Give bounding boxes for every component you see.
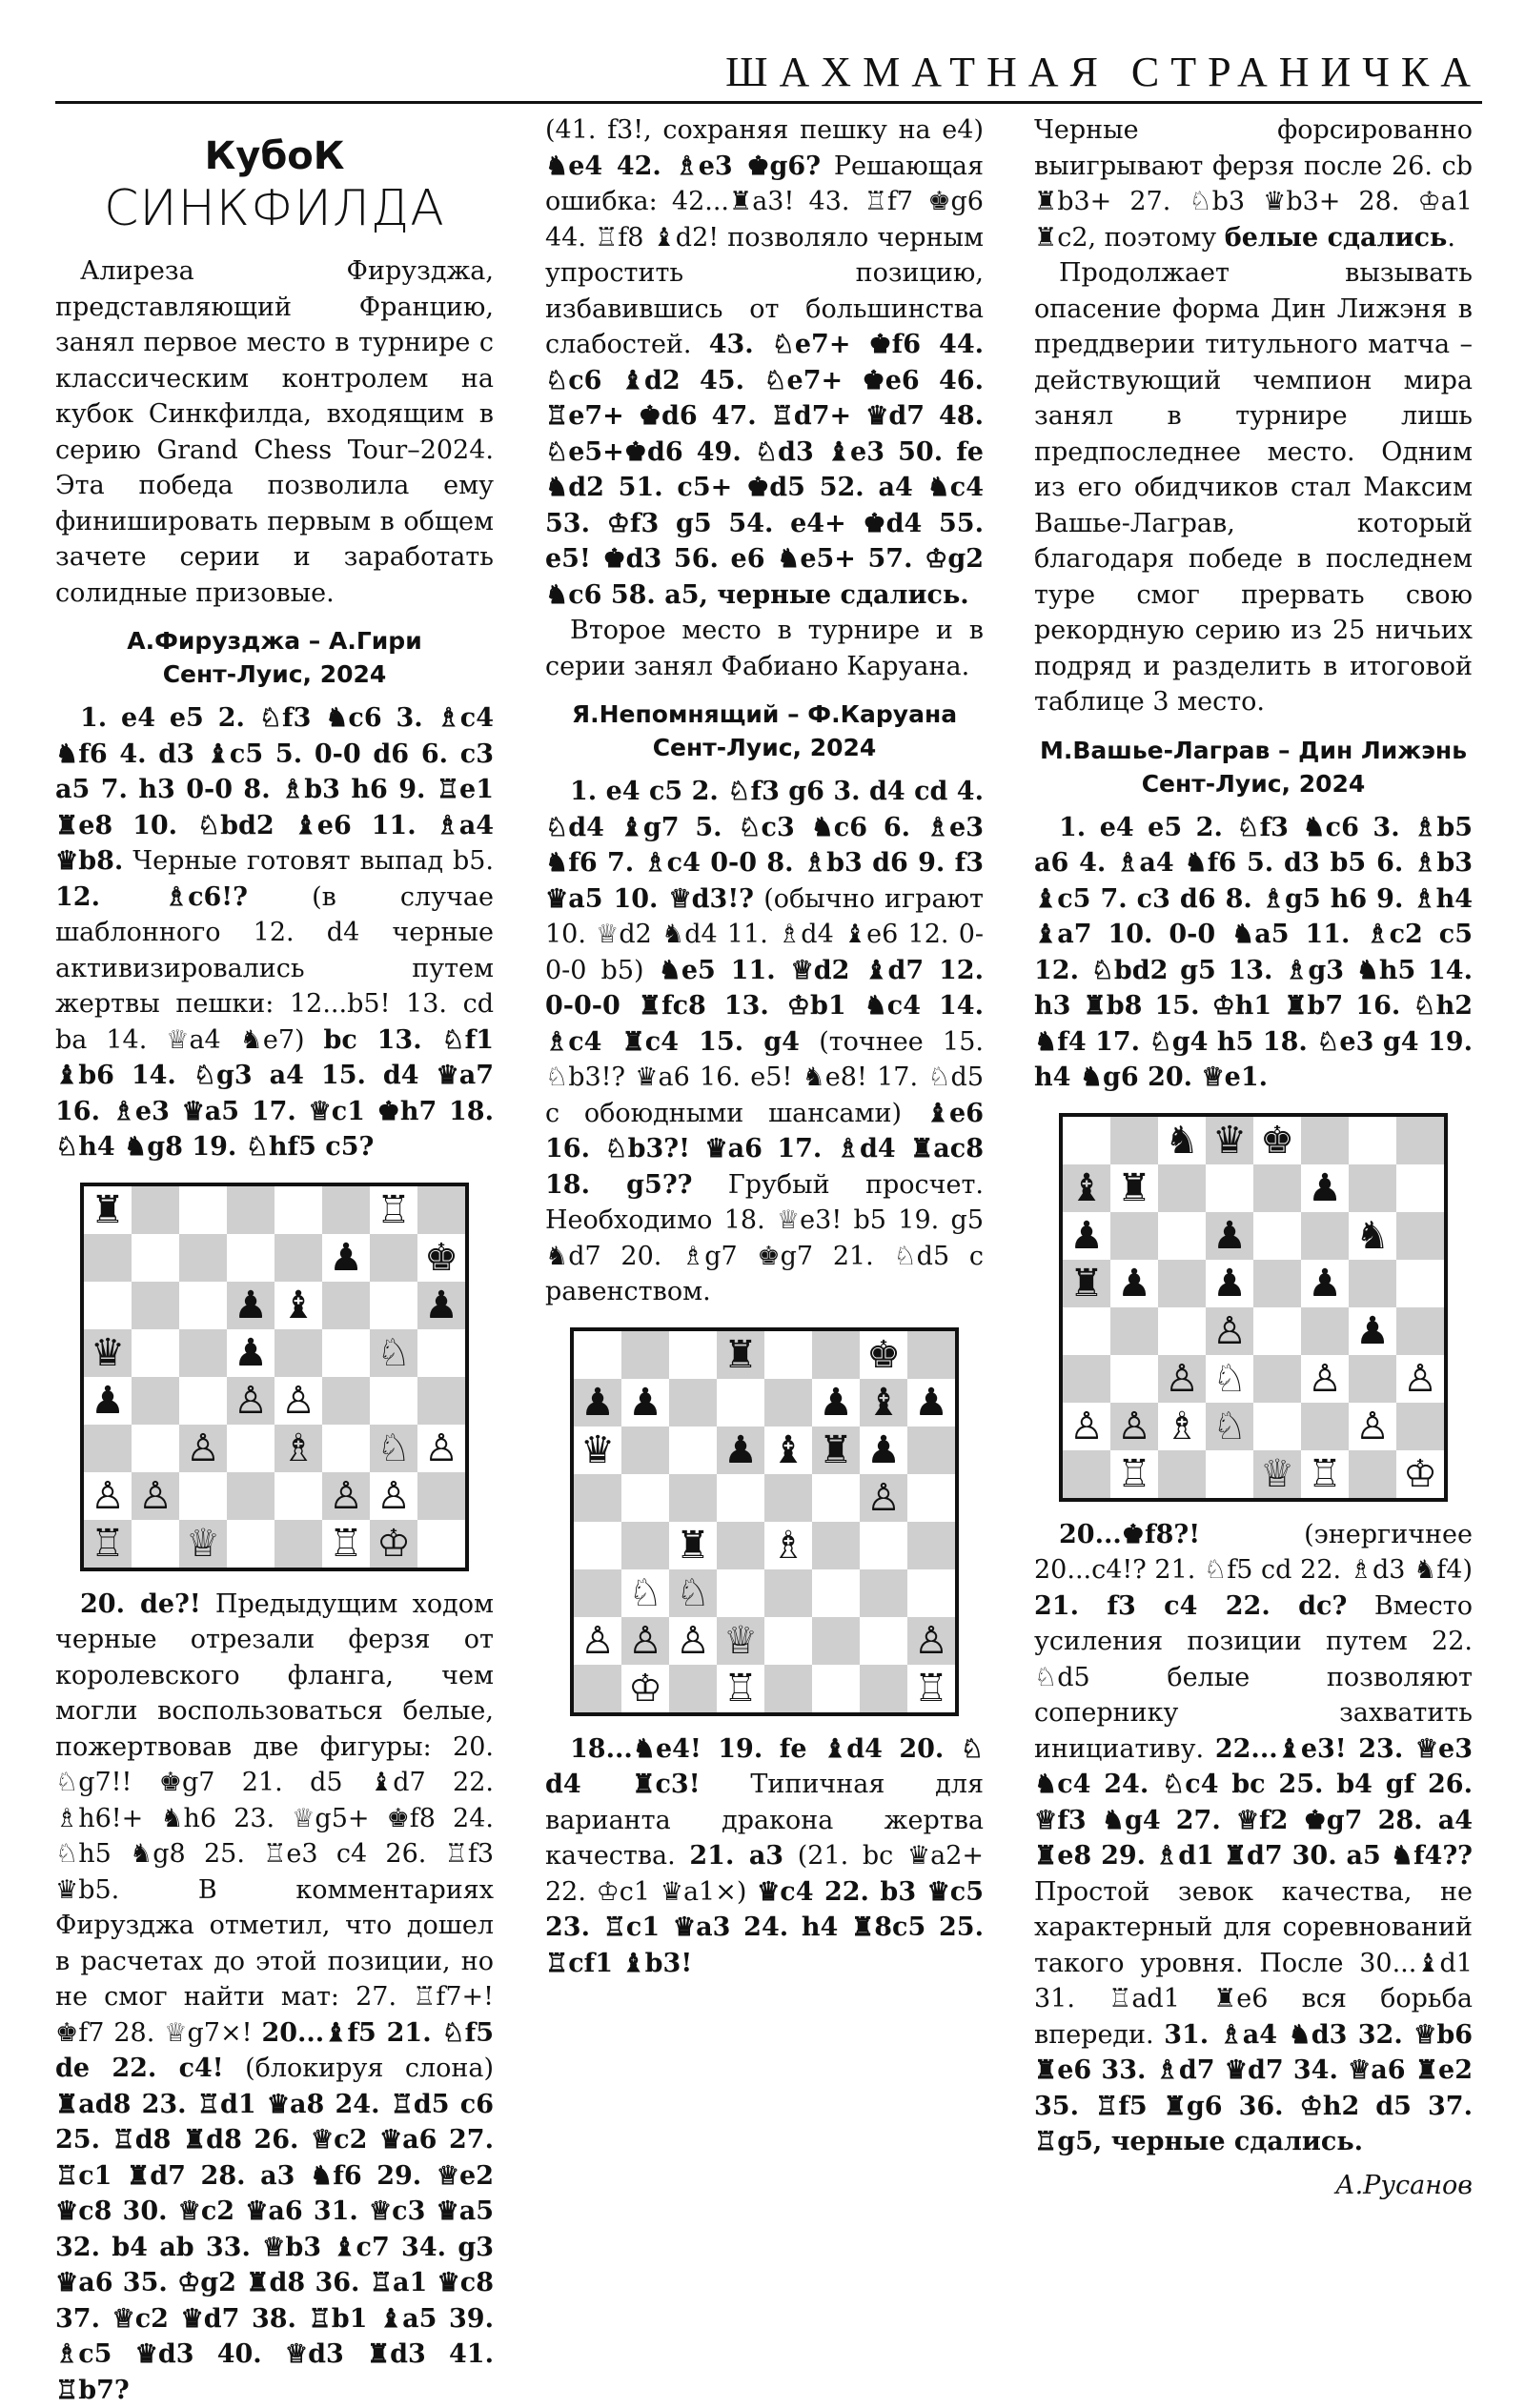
board-square bbox=[907, 1522, 955, 1569]
board-square bbox=[1253, 1260, 1301, 1307]
board-square bbox=[860, 1522, 907, 1569]
chess-piece: ♘ bbox=[621, 1569, 669, 1617]
board-square bbox=[132, 1234, 179, 1282]
board-square bbox=[1301, 1212, 1349, 1260]
chess-piece: ♟ bbox=[1206, 1212, 1253, 1260]
chess-piece: ♖ bbox=[717, 1665, 764, 1712]
board-square bbox=[669, 1379, 717, 1427]
board-square bbox=[1253, 1212, 1301, 1260]
board-square bbox=[322, 1282, 370, 1329]
chess-piece: ♟ bbox=[574, 1379, 621, 1427]
board-square bbox=[1349, 1355, 1396, 1403]
chess-piece: ♝ bbox=[274, 1282, 322, 1329]
board-square bbox=[84, 1234, 132, 1282]
board-square bbox=[574, 1522, 621, 1569]
chess-piece: ♚ bbox=[1253, 1117, 1301, 1164]
board-square bbox=[907, 1427, 955, 1474]
board-square bbox=[179, 1282, 227, 1329]
board-square bbox=[574, 1474, 621, 1522]
board-square bbox=[322, 1377, 370, 1425]
chess-piece: ♟ bbox=[860, 1427, 907, 1474]
board-square bbox=[717, 1522, 764, 1569]
chess-piece: ♙ bbox=[907, 1617, 955, 1665]
chess-piece: ♖ bbox=[370, 1186, 417, 1234]
chess-piece: ♟ bbox=[227, 1282, 274, 1329]
chess-piece: ♔ bbox=[1396, 1450, 1444, 1498]
board-square bbox=[370, 1234, 417, 1282]
game1-place: Сент-Луис, 2024 bbox=[55, 658, 494, 691]
board-square bbox=[274, 1520, 322, 1568]
board-square bbox=[1063, 1355, 1110, 1403]
board-square bbox=[132, 1186, 179, 1234]
chess-piece: ♕ bbox=[179, 1520, 227, 1568]
chess-piece: ♜ bbox=[1110, 1164, 1158, 1212]
board-square bbox=[1158, 1450, 1206, 1498]
board-square bbox=[764, 1665, 812, 1712]
board-square bbox=[417, 1377, 465, 1425]
column-1 bbox=[55, 112, 494, 2408]
board-square bbox=[370, 1282, 417, 1329]
chess-piece: ♚ bbox=[417, 1234, 465, 1282]
chess-piece: ♗ bbox=[1158, 1403, 1206, 1450]
board-square bbox=[1301, 1307, 1349, 1355]
chess-piece: ♜ bbox=[1063, 1260, 1110, 1307]
board-square bbox=[1349, 1117, 1396, 1164]
chess-piece: ♟ bbox=[907, 1379, 955, 1427]
board-square bbox=[1253, 1307, 1301, 1355]
board-square bbox=[1158, 1212, 1206, 1260]
column-2 bbox=[545, 112, 984, 1981]
board-square bbox=[1253, 1355, 1301, 1403]
game3-header bbox=[1034, 734, 1473, 800]
chess-piece: ♙ bbox=[1063, 1403, 1110, 1450]
chess-piece: ♚ bbox=[860, 1331, 907, 1379]
chess-diagram-3 bbox=[1059, 1113, 1448, 1502]
chess-piece: ♜ bbox=[84, 1186, 132, 1234]
board-square bbox=[1253, 1164, 1301, 1212]
game1-notation: 1. e4 e5 2. ♘f3 ♞c6 3. ♗c4 ♞f6 4. d3 ♝c5 5. 0-0 d6 6. c3 a5 7. h3 0-0 8. ♗b3 h6 9. ♖e1 ♜e8 10. ♘bd2 ♝e6 11. ♗a4 ♛b8. Черные готовят выпад b5. 12. ♗c6!? (в случае шаблонного 12. d4 черные активизировались путем жертвы пешки: 12...b5! 13. cd ba 14. ♕a4 ♞e7) bc 13. ♘f1 ♝b6 14. ♘g3 a4 15. d4 ♛a7 16. ♗e3 ♛a5 17. ♕c1 ♚h7 18. ♘h4 ♞g8 19. ♘hf5 c5? bbox=[55, 700, 494, 1165]
board-square bbox=[1063, 1117, 1110, 1164]
board-square bbox=[812, 1569, 860, 1617]
game2-players: Я.Непомнящий – Ф.Каруана bbox=[545, 698, 984, 731]
board-square bbox=[1396, 1307, 1444, 1355]
board-square bbox=[132, 1329, 179, 1377]
intro-paragraph: Алиреза Фирузджа, представляющий Францию, занял первое место в турнире с классическим контролем на кубок Синкфилда, входящим в серию Grand Chess Tour–2024. Эта победа позволила ему финишировать первым в общем зачете серии и заработать солидные призовые. bbox=[55, 253, 494, 611]
chess-piece: ♟ bbox=[812, 1379, 860, 1427]
chess-piece: ♙ bbox=[370, 1472, 417, 1520]
board-square bbox=[179, 1329, 227, 1377]
board-square bbox=[1158, 1260, 1206, 1307]
chess-piece: ♘ bbox=[370, 1329, 417, 1377]
board-square bbox=[574, 1665, 621, 1712]
board-square bbox=[1396, 1403, 1444, 1450]
board-square bbox=[1349, 1164, 1396, 1212]
board-square bbox=[322, 1186, 370, 1234]
chess-piece: ♝ bbox=[860, 1379, 907, 1427]
chess-piece: ♙ bbox=[1158, 1355, 1206, 1403]
board-square bbox=[669, 1331, 717, 1379]
board-square bbox=[764, 1617, 812, 1665]
game3-notation: 1. e4 e5 2. ♘f3 ♞c6 3. ♗b5 a6 4. ♗a4 ♞f6 5. d3 b5 6. ♗b3 ♝c5 7. c3 d6 8. ♗g5 h6 9. ♗h4 ♝a7 10. 0-0 ♞a5 11. ♗c2 c5 12. ♘bd2 g5 13. ♗g3 ♞h5 14. h3 ♜b8 15. ♔h1 ♜b7 16. ♘h2 ♞f4 17. ♘g4 h5 18. ♘e3 g4 19. h4 ♞g6 20. ♕e1. bbox=[1034, 810, 1473, 1096]
board-square bbox=[132, 1425, 179, 1472]
game1-closing: Второе место в турнире и в серии занял Фабиано Каруана. bbox=[545, 613, 984, 684]
chess-piece: ♙ bbox=[621, 1617, 669, 1665]
board-square bbox=[907, 1474, 955, 1522]
board-square bbox=[860, 1569, 907, 1617]
game1-notation-cont: 20. de?! Предыдущим ходом черные отрезали ферзя от королевского фланга, чем могли воспользоваться белые, пожертвовав две фигуры: 20. ♘g7!! ♚g7 21. d5 ♝d7 22. ♗h6!+ ♞h6 23. ♕g5+ ♚f8 24. ♘h5 ♞g8 25. ♖e3 c4 26. ♖f3 ♛b5. В комментариях Фирузджа отметил, что дошел в расчетах до этой позиции, но не смог найти мат: 27. ♖f7+! ♚f7 28. ♕g7×! 20...♝f5 21. ♘f5 de 22. c4! (блокируя слона) ♜ad8 23. ♖d1 ♛a8 24. ♖d5 c6 25. ♖d8 ♜d8 26. ♕c2 ♛a6 27. ♖c1 ♜d7 28. a3 ♞f6 29. ♕e2 ♛c8 30. ♕c2 ♛a6 31. ♕c3 ♛a5 32. b4 ab 33. ♕b3 ♝c7 34. g3 ♛a6 35. ♔g2 ♜d8 36. ♖a1 ♛c8 37. ♕c2 ♛d7 38. ♖b1 ♝a5 39. ♗c5 ♛d3 40. ♕d3 ♜d3 41. ♖b7? bbox=[55, 1587, 494, 2408]
board-square bbox=[179, 1234, 227, 1282]
chess-piece: ♜ bbox=[812, 1427, 860, 1474]
chess-piece: ♘ bbox=[669, 1569, 717, 1617]
article-title-line1: КубоК bbox=[55, 133, 494, 179]
chess-piece: ♙ bbox=[1110, 1403, 1158, 1450]
chess-piece: ♙ bbox=[669, 1617, 717, 1665]
chess-piece: ♟ bbox=[621, 1379, 669, 1427]
board-square bbox=[621, 1427, 669, 1474]
board-square bbox=[370, 1377, 417, 1425]
game2-header bbox=[545, 698, 984, 764]
chess-piece: ♙ bbox=[322, 1472, 370, 1520]
board-square bbox=[812, 1617, 860, 1665]
board-square bbox=[179, 1472, 227, 1520]
game2-closing: Продолжает вызывать опасение форма Дин Лижэня в преддверии титульного матча – действующий чемпион мира занял в турнире лишь предпоследнее место. Одним из его обидчиков стал Максим Вашье-Лаграв, который благодаря победе в последнем туре смог прервать свою рекордную серию из 25 ничьих подряд и разделить в итоговой таблице 3 место. bbox=[1034, 255, 1473, 720]
chess-piece: ♙ bbox=[1349, 1403, 1396, 1450]
chess-piece: ♜ bbox=[717, 1331, 764, 1379]
board-square bbox=[669, 1665, 717, 1712]
board-square bbox=[621, 1522, 669, 1569]
chess-piece: ♟ bbox=[84, 1377, 132, 1425]
board-square bbox=[84, 1425, 132, 1472]
chess-piece: ♟ bbox=[1349, 1307, 1396, 1355]
chess-piece: ♟ bbox=[322, 1234, 370, 1282]
board-square bbox=[227, 1234, 274, 1282]
board-square bbox=[1158, 1164, 1206, 1212]
board-square bbox=[274, 1472, 322, 1520]
chess-piece: ♙ bbox=[860, 1474, 907, 1522]
article-title-line2: СИНКФИЛДА bbox=[55, 179, 494, 238]
board-square bbox=[812, 1474, 860, 1522]
chess-piece: ♗ bbox=[274, 1425, 322, 1472]
game1-header bbox=[55, 624, 494, 691]
board-square bbox=[1396, 1212, 1444, 1260]
chess-piece: ♙ bbox=[227, 1377, 274, 1425]
board-square bbox=[132, 1282, 179, 1329]
board-square bbox=[274, 1186, 322, 1234]
game3-players: М.Вашье-Лаграв – Дин Лижэнь bbox=[1034, 734, 1473, 767]
board-square bbox=[764, 1474, 812, 1522]
board-square bbox=[227, 1425, 274, 1472]
board-square bbox=[417, 1186, 465, 1234]
chess-piece: ♕ bbox=[717, 1617, 764, 1665]
board-square bbox=[812, 1665, 860, 1712]
board-square bbox=[574, 1569, 621, 1617]
game3-place: Сент-Луис, 2024 bbox=[1034, 767, 1473, 800]
board-square bbox=[179, 1377, 227, 1425]
column-3 bbox=[1034, 112, 1473, 2203]
board-square bbox=[417, 1472, 465, 1520]
header-rule bbox=[55, 101, 1482, 104]
chess-piece: ♟ bbox=[1301, 1164, 1349, 1212]
chess-piece: ♘ bbox=[1206, 1355, 1253, 1403]
chess-piece: ♙ bbox=[574, 1617, 621, 1665]
chess-piece: ♙ bbox=[274, 1377, 322, 1425]
chess-piece: ♟ bbox=[417, 1282, 465, 1329]
board-square bbox=[1349, 1260, 1396, 1307]
board-square bbox=[621, 1331, 669, 1379]
game2-notation: 1. e4 c5 2. ♘f3 g6 3. d4 cd 4. ♘d4 ♝g7 5. ♘c3 ♞c6 6. ♗e3 ♞f6 7. ♗c4 0-0 8. ♗b3 d6 9. f3 ♛a5 10. ♕d3!? (обычно играют 10. ♕d2 ♞d4 11. ♗d4 ♝e6 12. 0-0-0 b5) ♞e5 11. ♕d2 ♝d7 12. 0-0-0 ♜fc8 13. ♔b1 ♞c4 14. ♗c4 ♜c4 15. g4 (точнее 15. ♘b3!? ♛a6 16. e5! ♞e8! 17. ♘d5 с обоюдными шансами) ♝e6 16. ♘b3?! ♛a6 17. ♗d4 ♜ac8 18. g5?? Грубый просчет. Необходимо 18. ♕e3! b5 19. g5 ♞d7 20. ♗g7 ♚g7 21. ♘d5 с равенством. bbox=[545, 774, 984, 1310]
chess-piece: ♙ bbox=[84, 1472, 132, 1520]
chess-piece: ♙ bbox=[179, 1425, 227, 1472]
board-square bbox=[1206, 1450, 1253, 1498]
board-square bbox=[860, 1617, 907, 1665]
chess-piece: ♙ bbox=[132, 1472, 179, 1520]
chess-piece: ♞ bbox=[1158, 1117, 1206, 1164]
chess-piece: ♔ bbox=[621, 1665, 669, 1712]
board-square bbox=[1206, 1164, 1253, 1212]
game2-notation-cont: 18...♞e4! 19. fe ♝d4 20. ♘ d4 ♜c3! Типичная для варианта дракона жертва качества. 21. a3 (21. bc ♛a2+ 22. ♔c1 ♛a1×) ♛c4 22. b3 ♛c5 23. ♖c1 ♛a3 24. h4 ♜8c5 25. ♖cf1 ♝b3! bbox=[545, 1731, 984, 1982]
game1-notation-cont2: (41. f3!, сохраняя пешку на e4) ♞e4 42. ♗e3 ♚g6? Решающая ошибка: 42...♜a3! 43. ♖f7 ♚g6 44. ♖f8 ♝d2! позволяло черным упростить позицию, избавившись от большинства слабостей. 43. ♘e7+ ♚f6 44. ♘c6 ♝d2 45. ♘e7+ ♚e6 46. ♖e7+ ♚d6 47. ♖d7+ ♛d7 48. ♘e5+♚d6 49. ♘d3 ♝e3 50. fe ♞d2 51. c5+ ♚d5 52. a4 ♞c4 53. ♔f3 g5 54. e4+ ♚d4 55. e5! ♚d3 56. e6 ♞e5+ 57. ♔g2 ♞c6 58. a5, черные сдались. bbox=[545, 112, 984, 613]
chess-diagram-2 bbox=[570, 1327, 959, 1716]
board-square bbox=[1110, 1212, 1158, 1260]
board-square bbox=[907, 1569, 955, 1617]
board-square bbox=[1301, 1403, 1349, 1450]
board-square bbox=[274, 1329, 322, 1377]
board-square bbox=[322, 1329, 370, 1377]
board-square bbox=[1110, 1117, 1158, 1164]
chess-piece: ♙ bbox=[1396, 1355, 1444, 1403]
board-square bbox=[812, 1331, 860, 1379]
game2-place: Сент-Луис, 2024 bbox=[545, 731, 984, 764]
chess-diagram-1 bbox=[80, 1183, 469, 1571]
chess-piece: ♟ bbox=[1206, 1260, 1253, 1307]
board-square bbox=[669, 1427, 717, 1474]
board-square bbox=[1396, 1117, 1444, 1164]
board-square bbox=[669, 1474, 717, 1522]
board-square bbox=[84, 1282, 132, 1329]
chess-piece: ♙ bbox=[1301, 1355, 1349, 1403]
board-square bbox=[132, 1377, 179, 1425]
chess-piece: ♟ bbox=[717, 1427, 764, 1474]
board-square bbox=[417, 1329, 465, 1377]
board-square bbox=[764, 1569, 812, 1617]
board-square bbox=[227, 1472, 274, 1520]
game3-notation-cont: 20...♚f8?! (энергичнее 20...c4!? 21. ♘f5 cd 22. ♗d3 ♞f4) 21. f3 c4 22. dc? Вместо усиления позиции путем 22. ♘d5 белые позволяют сопернику захватить инициативу. 22...♝e3! 23. ♕e3 ♞c4 24. ♘c4 bc 25. b4 gf 26. ♕f3 ♞g4 27. ♕f2 ♚g7 28. a4 ♜e8 29. ♗d1 ♜d7 30. a5 ♞f4?? Простой зевок качества, не характерный для соревнований такого уровня. После 30...♝d1 31. ♖ad1 ♜e6 вся борьба впереди. 31. ♗a4 ♞d3 32. ♕b6 ♜e6 33. ♗d7 ♛d7 34. ♕a6 ♜e2 35. ♖f5 ♜g6 36. ♔h2 d5 37. ♖g5, черные сдались. bbox=[1034, 1517, 1473, 2160]
chess-piece: ♛ bbox=[1206, 1117, 1253, 1164]
chess-piece: ♛ bbox=[84, 1329, 132, 1377]
chess-piece: ♘ bbox=[370, 1425, 417, 1472]
board-square bbox=[227, 1520, 274, 1568]
chess-piece: ♞ bbox=[1349, 1212, 1396, 1260]
board-square bbox=[1063, 1307, 1110, 1355]
board-square bbox=[1301, 1117, 1349, 1164]
chess-piece: ♗ bbox=[764, 1522, 812, 1569]
board-square bbox=[1396, 1164, 1444, 1212]
chess-piece: ♖ bbox=[1110, 1450, 1158, 1498]
board-square bbox=[1110, 1307, 1158, 1355]
chess-piece: ♜ bbox=[669, 1522, 717, 1569]
chess-piece: ♖ bbox=[84, 1520, 132, 1568]
chess-piece: ♝ bbox=[1063, 1164, 1110, 1212]
chess-piece: ♖ bbox=[907, 1665, 955, 1712]
chess-piece: ♟ bbox=[227, 1329, 274, 1377]
chess-piece: ♖ bbox=[322, 1520, 370, 1568]
board-square bbox=[1396, 1260, 1444, 1307]
board-square bbox=[1349, 1450, 1396, 1498]
board-square bbox=[812, 1522, 860, 1569]
board-square bbox=[179, 1186, 227, 1234]
chess-piece: ♖ bbox=[1301, 1450, 1349, 1498]
author-signature: А.Русанов bbox=[1034, 2168, 1473, 2204]
chess-piece: ♝ bbox=[764, 1427, 812, 1474]
chess-piece: ♕ bbox=[1253, 1450, 1301, 1498]
board-square bbox=[860, 1665, 907, 1712]
chess-piece: ♘ bbox=[1206, 1403, 1253, 1450]
board-square bbox=[1253, 1403, 1301, 1450]
board-square bbox=[764, 1331, 812, 1379]
board-square bbox=[907, 1331, 955, 1379]
chess-piece: ♟ bbox=[1063, 1212, 1110, 1260]
chess-piece: ♙ bbox=[1206, 1307, 1253, 1355]
chess-piece: ♟ bbox=[1110, 1260, 1158, 1307]
game1-players: А.Фирузджа – А.Гири bbox=[55, 624, 494, 658]
chess-piece: ♙ bbox=[417, 1425, 465, 1472]
section-header: ШАХМАТНАЯ СТРАНИЧКА bbox=[55, 48, 1482, 96]
board-square bbox=[717, 1379, 764, 1427]
board-square bbox=[227, 1186, 274, 1234]
board-square bbox=[717, 1474, 764, 1522]
game2-notation-cont2: Черные форсированно выигрывают ферзя после 26. cb ♜b3+ 27. ♘b3 ♛b3+ 28. ♔a1 ♜c2, поэтому белые сдались. bbox=[1034, 112, 1473, 255]
board-square bbox=[1110, 1355, 1158, 1403]
board-square bbox=[764, 1379, 812, 1427]
board-square bbox=[1158, 1307, 1206, 1355]
board-square bbox=[717, 1569, 764, 1617]
board-square bbox=[274, 1234, 322, 1282]
board-square bbox=[574, 1331, 621, 1379]
chess-piece: ♛ bbox=[574, 1427, 621, 1474]
chess-piece: ♔ bbox=[370, 1520, 417, 1568]
board-square bbox=[322, 1425, 370, 1472]
board-square bbox=[621, 1474, 669, 1522]
chess-piece: ♟ bbox=[1301, 1260, 1349, 1307]
board-square bbox=[1063, 1450, 1110, 1498]
board-square bbox=[417, 1520, 465, 1568]
board-square bbox=[132, 1520, 179, 1568]
